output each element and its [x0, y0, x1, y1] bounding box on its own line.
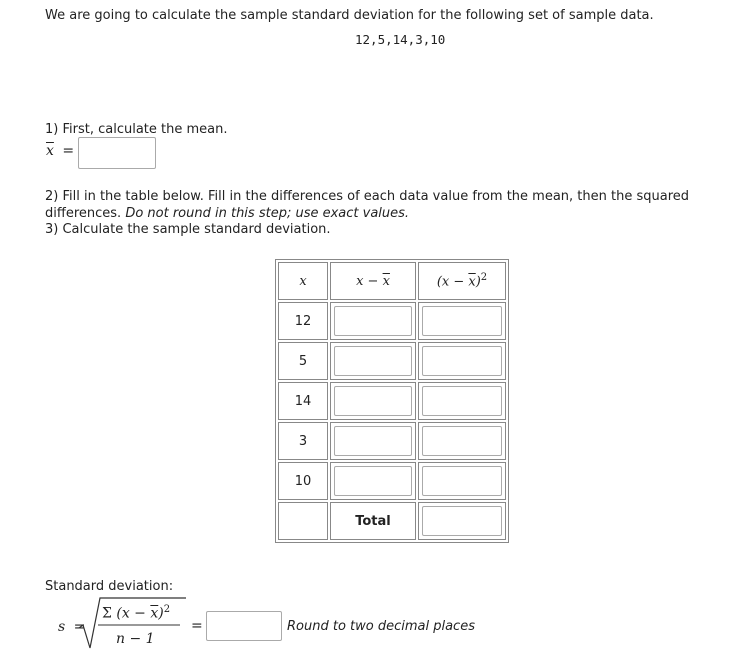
- table-row: [278, 422, 506, 460]
- empty-cell: [278, 502, 328, 540]
- table-total-row: [278, 502, 506, 540]
- diff-input[interactable]: [334, 466, 412, 496]
- squared-input[interactable]: [422, 306, 502, 336]
- round-note: Round to two decimal places: [287, 619, 475, 634]
- diff-input[interactable]: [334, 346, 412, 376]
- table-row: [278, 382, 506, 420]
- squared-input[interactable]: [422, 346, 502, 376]
- step2-italic-note: Do not round in this step; use exact values.: [125, 206, 410, 221]
- sd-equals: =: [191, 618, 203, 634]
- x-value: 5: [278, 342, 328, 380]
- x-value: 10: [278, 462, 328, 500]
- sd-label: Standard deviation:: [45, 579, 174, 594]
- data-set: 12,5,14,3,10: [355, 32, 446, 47]
- total-label: Total: [330, 502, 416, 540]
- header-x: x: [278, 262, 328, 300]
- sd-symbol: s =: [58, 619, 86, 635]
- table-row: [278, 302, 506, 340]
- header-squared: $(x - \overline{x})^2$: [418, 262, 506, 300]
- sd-numerator: Σ $(x - \overline{x})^2$: [102, 604, 171, 622]
- table-header-row: [278, 262, 506, 300]
- step3-label: 3) Calculate the sample standard deviation.: [45, 222, 331, 237]
- squared-input[interactable]: [422, 426, 502, 456]
- table-row: [278, 462, 506, 500]
- mean-input[interactable]: [78, 137, 156, 169]
- x-value: 12: [278, 302, 328, 340]
- diff-input[interactable]: [334, 386, 412, 416]
- sd-input[interactable]: [206, 611, 282, 641]
- diff-input[interactable]: [334, 426, 412, 456]
- data-table: [275, 259, 509, 543]
- sigma-symbol: Σ: [102, 605, 112, 622]
- step2-text: [45, 188, 715, 222]
- x-value: 3: [278, 422, 328, 460]
- squared-input[interactable]: [422, 386, 502, 416]
- mean-symbol: $\overline{x}$ =: [46, 143, 75, 159]
- intro-text: We are going to calculate the sample standard deviation for the following set of sample data.: [45, 8, 654, 23]
- table-row: [278, 342, 506, 380]
- sd-denominator: n − 1: [116, 631, 155, 647]
- diff-input[interactable]: [334, 306, 412, 336]
- header-diff: $x - \overline{x}$: [330, 262, 416, 300]
- total-input[interactable]: [422, 506, 502, 536]
- step2-instructions: 2) Fill in the table below. Fill in the differences of each data value from the mean, then the squared differences.: [45, 189, 690, 221]
- x-value: 14: [278, 382, 328, 420]
- step1-label: 1) First, calculate the mean.: [45, 122, 228, 137]
- squared-input[interactable]: [422, 466, 502, 496]
